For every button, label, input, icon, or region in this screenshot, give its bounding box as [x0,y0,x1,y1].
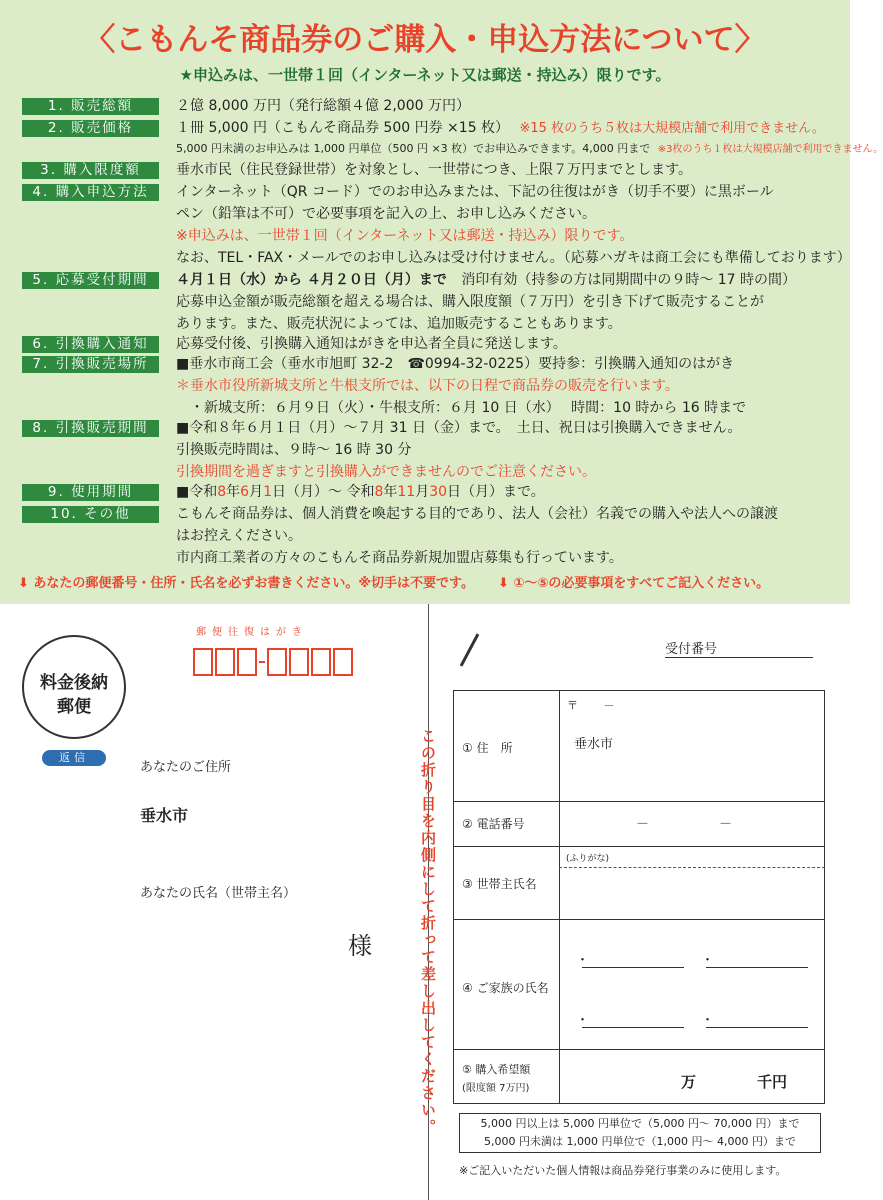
reply-badge: 返信 [42,750,106,766]
zip-box[interactable] [289,648,309,676]
name-label: あなたの氏名（世帯主名） [140,886,297,901]
item-text: ■令和8年6月1日（月）～ 令和8年11月30日（月）まで。 [176,484,545,500]
slash-mark [460,633,480,666]
item-text: １冊 5,000 円（こもんそ商品券 500 円券 ×15 枚） [176,120,510,136]
item-text: はお控えください。 [176,528,302,544]
item-text: 垂水市民（住民登録世帯）を対象とし、一世帯につき、上限７万円までとします。 [176,162,693,178]
postal-card-label: 郵便往復はがき [196,627,308,638]
amount-note-line: 5,000 円未満は 1,000 円単位で（1,000 円～ 4,000 円）まで [484,1135,796,1148]
receipt-number-label: 受付番号 [665,642,718,657]
amount-note-box [459,1113,821,1153]
family-line[interactable] [582,1027,684,1028]
family-bullet: ・ [701,953,715,968]
item-text: ・新城支所：６月９日（火）・牛根支所：６月 10 日（水） 時間：10 時から 16 時まで [190,400,747,416]
privacy-footer: ※ご記入いただいた個人情報は商品券発行事業のみに使用します。 [459,1164,787,1177]
form-label-head: ③ 世帯主氏名 [462,877,537,891]
address-value[interactable]: 垂水市 [140,806,189,825]
furigana-label: (ふりがな) [566,854,610,864]
item-label: 3. 購入限度額 [22,162,159,179]
item-red-note: ※3枚のうち１枚は大規模店舗で利用できません。 [657,144,883,155]
family-line[interactable] [706,967,808,968]
form-postal-mark: 〒 － [567,699,615,712]
item-text: 消印有効（持参の方は同期間中の９時～ 17 時の間） [461,272,797,288]
item-label: 4. 購入申込方法 [22,184,159,201]
item-red-note: 引換期間を過ぎますと引換購入ができませんのでご注意ください。 [176,464,596,480]
item-text: ■令和８年６月１日（月）～７月 31 日（金）まで。 土日、祝日は引換購入できません。 [176,420,742,436]
form-row-divider [454,846,824,847]
amount-man: 万 [681,1073,697,1091]
item-text: あります。また、販売状況によっては、追加販売することもあります。 [176,316,622,332]
item-label: 7. 引換販売場所 [22,356,159,373]
form-column-divider [559,691,560,1103]
zip-box[interactable] [193,648,213,676]
item-label: 9. 使用期間 [22,484,159,501]
item-text: こもんそ商品券は、個人消費を喚起する目的であり、法人（会社）名義での購入や法人への譲渡 [176,506,778,522]
item-text: 応募申込金額が販売総額を超える場合は、購入限度額（７万円）を引き下げて販売することが [176,294,764,310]
item-text: 市内商工業者の方々のこもんそ商品券新規加盟店募集も行っています。 [176,550,623,566]
item-text: 応募受付後、引換購入通知はがきを申込者全員に発送します。 [176,336,567,352]
form-row-divider [454,801,824,802]
honorific: 様 [348,932,372,960]
family-line[interactable] [706,1027,808,1028]
item-label: 6. 引換購入通知 [22,336,159,353]
form-label-phone: ② 電話番号 [462,817,525,831]
item-label: 2. 販売価格 [22,120,159,137]
page-title: 〈こもんそ商品券のご購入・申込方法について〉 [84,22,766,58]
family-bullet: ・ [576,1013,590,1028]
address-label: あなたのご住所 [140,760,232,775]
form-label-address: ① 住 所 [462,741,513,755]
item-red-note: ＊垂水市役所新城支所と牛根支所では、以下の日程で商品券の販売を行います。 [176,378,679,394]
item-red-note: ※15 枚のうち５枚は大規模店舗で利用できません。 [519,121,825,136]
phone-dash: － [636,817,650,832]
zip-box[interactable] [237,648,257,676]
receipt-number-line [665,657,813,658]
zip-box[interactable] [333,648,353,676]
form-address-value[interactable]: 垂水市 [574,737,614,752]
item-bold-text: ４月１日（水）から ４月２０日（月）まで [176,272,447,288]
amount-note-line: 5,000 円以上は 5,000 円単位で（5,000 円～ 70,000 円）まで [480,1117,800,1130]
page-subtitle: ★申込みは、一世帯１回（インターネット又は郵送・持込み）限りです。 [179,66,671,84]
form-label-family: ④ ご家族の氏名 [462,981,549,995]
zip-box[interactable] [215,648,235,676]
zip-dash [259,661,265,663]
item-label: 10. その他 [22,506,159,523]
note-left: ⬇ あなたの郵便番号・住所・氏名を必ずお書きください。※切手は不要です。 [18,576,475,591]
form-label-amount: ⑤ 購入希望額 [462,1063,531,1076]
item-text: ペン（鉛筆は不可）で必要事項を記入の上、お申し込みください。 [176,206,596,222]
item-label: 5. 応募受付期間 [22,272,159,289]
item-label: 8. 引換販売期間 [22,420,159,437]
phone-dash: － [719,817,733,832]
application-form [453,690,825,1104]
zip-box[interactable] [311,648,331,676]
item-text: 5,000 円未満のお申込みは 1,000 円単位（500 円 ×3 枚）でお申込みできます。4,000 円まで [176,142,651,155]
family-bullet: ・ [576,953,590,968]
fold-instruction: この折り目を内側にして折って差し出してください。 [419,728,437,1136]
form-label-amount-limit: (限度額 7万円) [462,1083,530,1094]
item-text: インターネット（QR コード）でのお申込みまたは、下記の往復はがき（切手不要）に黒ボール [176,184,774,200]
form-row-divider [454,919,824,920]
furigana-divider [559,867,825,868]
item-text: ■垂水市商工会（垂水市旭町 32-2 ☎0994-32-0225）要持参：引換購入通知のはがき [176,356,735,372]
family-line[interactable] [582,967,684,968]
item-label: 1. 販売総額 [22,98,159,115]
amount-senen: 千円 [757,1073,788,1091]
postage-stamp-mark [22,635,126,739]
form-row-divider [454,1049,824,1050]
item-text: 引換販売時間は、９時～ 16 時 30 分 [176,442,412,458]
family-bullet: ・ [701,1013,715,1028]
stamp-text-1: 料金後納 [40,673,108,693]
item-text: ２億 8,000 万円（発行総額４億 2,000 万円） [176,98,470,114]
stamp-text-2: 郵便 [57,697,91,717]
item-text: なお、TEL・FAX・メールでのお申し込みは受け付けません。（応募ハガキは商工会にも準備しております） [176,250,851,266]
zip-box[interactable] [267,648,287,676]
note-right: ⬇ ①～⑤の必要事項をすべてご記入ください。 [498,576,770,591]
item-red-note: ※申込みは、一世帯１回（インターネット又は郵送・持込み）限りです。 [176,228,634,244]
